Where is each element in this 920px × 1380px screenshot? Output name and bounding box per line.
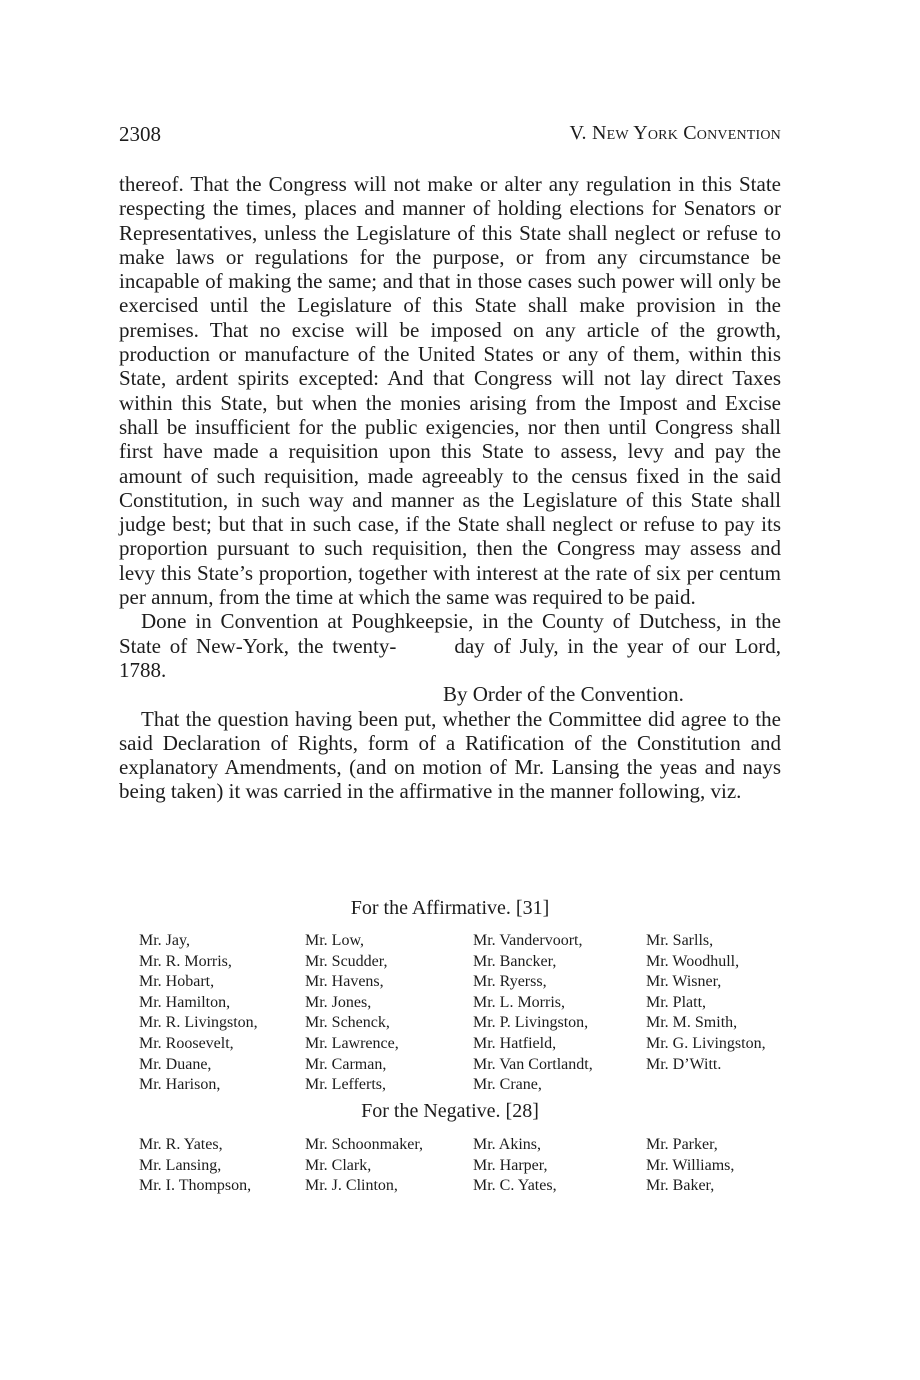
page-header — [119, 122, 781, 150]
affirmative-member-name: Mr. Vandervoort, — [473, 932, 583, 949]
affirmative-member-name: Mr. Van Cortlandt, — [473, 1055, 593, 1073]
affirmative-row — [139, 1013, 799, 1034]
negative-member-name: Mr. Williams, — [646, 1156, 735, 1174]
affirmative-member-name: Mr. G. Livingston, — [646, 1034, 766, 1052]
affirmative-row — [139, 972, 799, 993]
negative-heading: For the Negative. [28] — [361, 1100, 539, 1122]
page-number: 2308 — [119, 122, 161, 146]
affirmative-member-name: Mr. Schenck, — [305, 1014, 390, 1032]
affirmative-row — [139, 1075, 799, 1096]
affirmative-member-name: Mr. P. Livingston, — [473, 1014, 589, 1032]
negative-member-name: Mr. Harper, — [473, 1156, 548, 1174]
negative-member-name: Mr. Schoonmaker, — [305, 1136, 424, 1153]
paragraph-done-in-convention — [119, 609, 781, 682]
affirmative-member-name: Mr. Wisner, — [646, 973, 722, 991]
affirmative-row — [139, 931, 799, 952]
affirmative-member-name: Mr. Roosevelt, — [139, 1034, 234, 1052]
done-in-convention-end: day of July, in the year of our Lord, 1788. — [119, 633, 781, 682]
affirmative-member-name: Mr. Carman, — [305, 1055, 387, 1073]
affirmative-member-name: Mr. R. Livingston, — [139, 1014, 258, 1032]
negative-member-name: Mr. Clark, — [305, 1156, 372, 1174]
affirmative-member-name: Mr. Lefferts, — [305, 1076, 387, 1094]
body-text — [119, 172, 781, 804]
negative-member-name: Mr. Baker, — [646, 1177, 715, 1195]
running-head: V. New York Convention — [569, 122, 781, 144]
negative-member-name: Mr. Akins, — [473, 1136, 542, 1153]
affirmative-member-name: Mr. L. Morris, — [473, 993, 565, 1011]
affirmative-member-name: Mr. Ryerss, — [473, 973, 547, 991]
signature-line: By Order of the Convention. — [443, 682, 684, 707]
affirmative-member-name: Mr. D’Witt. — [646, 1055, 722, 1073]
affirmative-member-name: Mr. Low, — [305, 932, 364, 949]
affirmative-member-name: Mr. Scudder, — [305, 952, 388, 970]
negative-row — [139, 1176, 799, 1197]
paragraph-ratification-terms: thereof. That the Congress will not make or alter any regulation in this State respecting the times, places and manner of holding elections for Senators or Representatives, unless the Legislature of this State shall neglect or refuse to make laws or regulations for the purpose, or from any circumstance be incapable of making the same; and that in those cases such power will only be exercised until the Legislature of this State shall make provision in the premises. That no excise will be imposed on any article of the growth, production or manufacture of the United States or any of them, within this State, ardent spirits excepted: And that Congress will not lay direct Taxes within this State, but when the monies arising from the Impost and Excise shall be insufficient for the public exigencies, nor then until Congress shall first have made a requisition upon this State to assess, levy and pay the amount of such requisition, made agreeably to the census fixed in the said Constitution, in such way and manner as the Legislature of this State shall judge best; but that in such case, if the State shall neglect or refuse to pay its proportion pursuant to such requisition, then the Congress may assess and levy this State’s proportion, together with interest at the rate of six per centum per annum, from the time at which the same was required to be paid. — [119, 172, 781, 610]
negative-names-list — [139, 1135, 799, 1197]
affirmative-member-name: Mr. Platt, — [646, 993, 707, 1011]
affirmative-names-list — [139, 931, 799, 1096]
negative-row — [139, 1135, 799, 1156]
affirmative-member-name: Mr. Havens, — [305, 973, 384, 991]
affirmative-row — [139, 1055, 799, 1076]
affirmative-member-name: Mr. Hobart, — [139, 973, 215, 991]
affirmative-member-name: Mr. Harison, — [139, 1076, 221, 1094]
affirmative-row — [139, 952, 799, 973]
negative-member-name: Mr. Parker, — [646, 1136, 718, 1153]
affirmative-member-name: Mr. Lawrence, — [305, 1034, 399, 1052]
affirmative-member-name: Mr. Sarlls, — [646, 932, 714, 949]
done-in-convention-start: Done in Convention at Poughkeepsie, in the County of Dutchess, in the State of New-York, the twenty- — [119, 609, 781, 658]
negative-member-name: Mr. J. Clinton, — [305, 1177, 398, 1195]
affirmative-member-name: Mr. Jones, — [305, 993, 372, 1011]
affirmative-heading: For the Affirmative. [31] — [350, 897, 550, 919]
affirmative-member-name: Mr. M. Smith, — [646, 1014, 738, 1032]
affirmative-member-name: Mr. Woodhull, — [646, 952, 740, 970]
affirmative-member-name: Mr. Crane, — [473, 1076, 542, 1094]
paragraph-question-put: That the question having been put, whether the Committee did agree to the said Declaration of Rights, form of a Ratification of the Constitution and explanatory Amendments, (and on motion of Mr. Lansing the yeas and nays being taken) it was carried in the affirmative in the manner following, viz. — [119, 706, 781, 804]
negative-member-name: Mr. C. Yates, — [473, 1177, 557, 1195]
affirmative-member-name: Mr. Jay, — [139, 932, 190, 949]
affirmative-member-name: Mr. Bancker, — [473, 952, 557, 970]
negative-member-name: Mr. Lansing, — [139, 1156, 222, 1174]
affirmative-row — [139, 993, 799, 1014]
negative-row — [139, 1156, 799, 1177]
affirmative-member-name: Mr. R. Morris, — [139, 952, 232, 970]
affirmative-member-name: Mr. Hatfield, — [473, 1034, 557, 1052]
negative-member-name: Mr. I. Thompson, — [139, 1177, 252, 1195]
affirmative-member-name: Mr. Hamilton, — [139, 993, 231, 1011]
affirmative-member-name: Mr. Duane, — [139, 1055, 212, 1073]
negative-member-name: Mr. R. Yates, — [139, 1136, 223, 1153]
affirmative-row — [139, 1034, 799, 1055]
